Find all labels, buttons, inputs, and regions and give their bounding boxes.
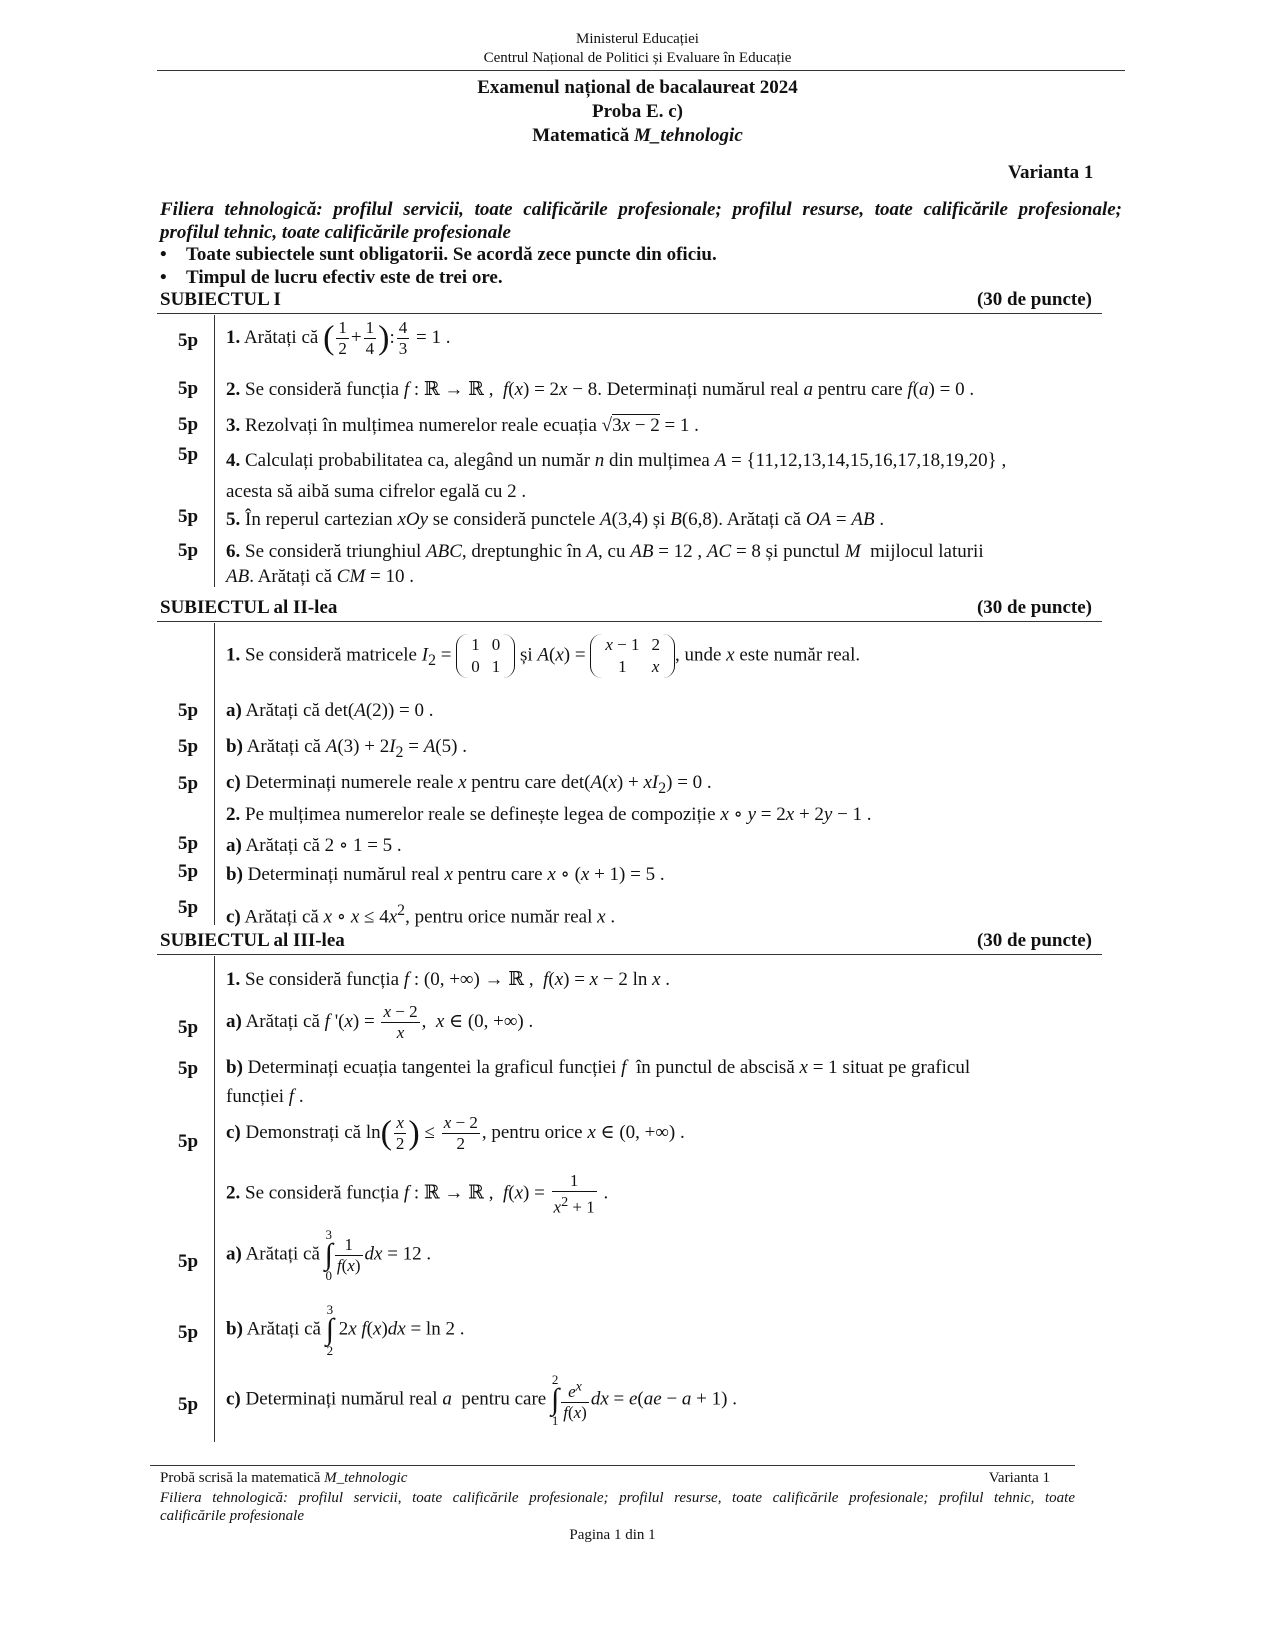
s3-1b-cont: funcției f .: [226, 1086, 304, 1107]
footer-filiera-2: calificările profesionale: [160, 1508, 305, 1524]
points-s2-2a: 5p: [178, 833, 199, 854]
points-s1q3: 5p: [178, 414, 199, 435]
points-s2-1a: 5p: [178, 700, 199, 721]
points-s1q2: 5p: [178, 378, 199, 399]
exam-proba: Proba E. c): [592, 101, 683, 122]
s1-question-6-cont: AB. Arătați că CM = 10 .: [226, 566, 415, 587]
bullet-1: • Toate subiectele sunt obligatorii. Se acordă zece puncte din oficiu.: [160, 244, 717, 265]
footer-line-1: Probă scrisă la matematică M_tehnologic Varianta 1: [160, 1470, 1050, 1486]
s2-problem-2: 2. Pe mulțimea numerelor reale se definește legea de compoziție x ∘ y = 2x + 2y − 1 .: [226, 804, 872, 825]
points-s2-2c: 5p: [178, 897, 199, 918]
s2-2b: b) Determinați numărul real x pentru care x ∘ (x + 1) = 5 .: [226, 864, 665, 885]
points-s3-2b: 5p: [178, 1322, 199, 1343]
s2-problem-1: 1. Se consideră matricele $I_2$ = 1 0 0 1 și A(x) = x − 1 2 1 x , unde x este număr real.: [226, 635, 861, 676]
ministry-header: Ministerul Educației: [576, 31, 699, 47]
s3-problem-2: 2. Se consideră funcția f : ℝ → ℝ , f(x) = $\frac{1}{x^2 + 1}$ .: [226, 1171, 609, 1217]
footer-rule: [150, 1465, 1075, 1466]
points-s3-2a: 5p: [178, 1251, 199, 1272]
bullet-2: • Timpul de lucru efectiv este de trei ore.: [160, 267, 503, 288]
s2-1b: b) Arătați că $A(3) + 2I_2 = A(5)$ .: [226, 736, 467, 761]
s1-question-6: 6. Se consideră triunghiul ABC, dreptunghic în A, cu AB = 12 , AC = 8 și punctul M mijlocul laturii: [226, 541, 984, 562]
points-s1q5: 5p: [178, 506, 199, 527]
section-2-vline: [214, 623, 215, 925]
footer-variant: Varianta 1: [988, 1470, 1050, 1486]
filiera-line-2: profilul tehnic, toate calificările profesionale: [160, 222, 511, 243]
section-1-rule: [157, 313, 1102, 314]
s2-1a: a) Arătați că det(A(2)) = 0 .: [226, 700, 434, 721]
s3-problem-1: 1. Se consideră funcția f : (0, +∞) → ℝ , f(x) = x − 2 ln x .: [226, 969, 671, 990]
s2-2a: a) Arătați că 2 ∘ 1 = 5 .: [226, 835, 402, 856]
section-3-vline: [214, 956, 215, 1442]
filiera-line: Filiera tehnologică: profilul servicii, toate calificările profesionale; profilul resurse, toate calificările profesionale;: [160, 199, 1122, 220]
points-s3-2c: 5p: [178, 1394, 199, 1415]
s3-1c: c) Demonstrați că ln( $\frac{x}{2}$ ) ≤ $\frac{x - 2}{2}$ , pentru orice x ∈ (0, +∞) .: [226, 1113, 685, 1153]
footer-filiera: Filiera tehnologică: profilul servicii, toate calificările profesionale; profilul resurse, toate calificările profesionale; profilul tehnic, toate: [160, 1490, 1075, 1506]
points-s2-2b: 5p: [178, 861, 199, 882]
center-header: Centrul Național de Politici și Evaluare în Educație: [483, 50, 792, 66]
section-2-rule: [157, 621, 1102, 622]
s1-question-1: 1. Arătați că ( $\frac{1}{2}$ + $\frac{1}{4}$ ): $\frac{4}{3}$ = 1 .: [226, 318, 451, 358]
s1-question-4: 4. Calculați probabilitatea ca, alegând un număr n din mulțimea A = {11,12,13,14,15,16,17,18,19,20} ,: [226, 450, 1007, 471]
points-s1q1: 5p: [178, 330, 199, 351]
s2-2c: c) Arătați că x ∘ $x \le 4x^2$, pentru orice număr real x .: [226, 902, 616, 928]
points-s2-1c: 5p: [178, 773, 199, 794]
points-s2-1b: 5p: [178, 736, 199, 757]
section-1-vline: [214, 315, 215, 587]
points-s1q4: 5p: [178, 444, 199, 465]
section-2-heading: SUBIECTUL al II-lea (30 de puncte): [160, 597, 1092, 618]
s3-1a: a) Arătați că f '(x) = $\frac{x - 2}{x}$ , x ∈ (0, +∞) .: [226, 1002, 534, 1042]
section-3-rule: [157, 954, 1102, 955]
header-rule: [157, 70, 1125, 71]
s3-2c: c) Determinați numărul real a pentru care 2 ∫ 1 $\frac{e^x}{f(x)}$ dx = e(ae − a + 1) .: [226, 1372, 737, 1428]
points-s3-1b: 5p: [178, 1058, 199, 1079]
points-s3-1c: 5p: [178, 1131, 199, 1152]
points-s3-1a: 5p: [178, 1017, 199, 1038]
s3-2a: a) Arătați că 3 ∫ 0 $\frac{1}{f(x)}$ dx = 12 .: [226, 1227, 432, 1283]
page-number: Pagina 1 din 1: [569, 1527, 656, 1543]
s1-question-4-cont: acesta să aibă suma cifrelor egală cu 2 .: [226, 481, 527, 502]
section-3-heading: SUBIECTUL al III-lea (30 de puncte): [160, 930, 1092, 951]
s1-question-5: 5. În reperul cartezian xOy se consideră punctele A(3,4) și B(6,8). Arătați că OA = AB .: [226, 509, 885, 530]
section-1-heading: SUBIECTUL I (30 de puncte): [160, 289, 1092, 310]
s3-1b: b) Determinați ecuația tangentei la graficul funcției f în punctul de abscisă x = 1 situat pe graficul: [226, 1057, 971, 1078]
exam-subject: Matematică M_tehnologic: [532, 125, 743, 146]
exam-title: Examenul național de bacalaureat 2024: [477, 77, 798, 98]
points-s1q6: 5p: [178, 540, 199, 561]
s1-question-2: 2. Se consideră funcția f : ℝ → ℝ , f(x) = 2x − 8. Determinați numărul real a pentru care f(a) = 0 .: [226, 379, 975, 400]
s2-1c: c) Determinați numerele reale x pentru care $\det(A(x) + xI_2) = 0$ .: [226, 772, 712, 797]
variant-label: Varianta 1: [1008, 162, 1094, 183]
s1-question-3: 3. Rezolvați în mulțimea numerelor reale ecuația √3x − 2 = 1 .: [226, 415, 699, 436]
s3-2b: b) Arătați că 3 ∫ 2 2x f(x)dx = ln 2 .: [226, 1302, 465, 1358]
